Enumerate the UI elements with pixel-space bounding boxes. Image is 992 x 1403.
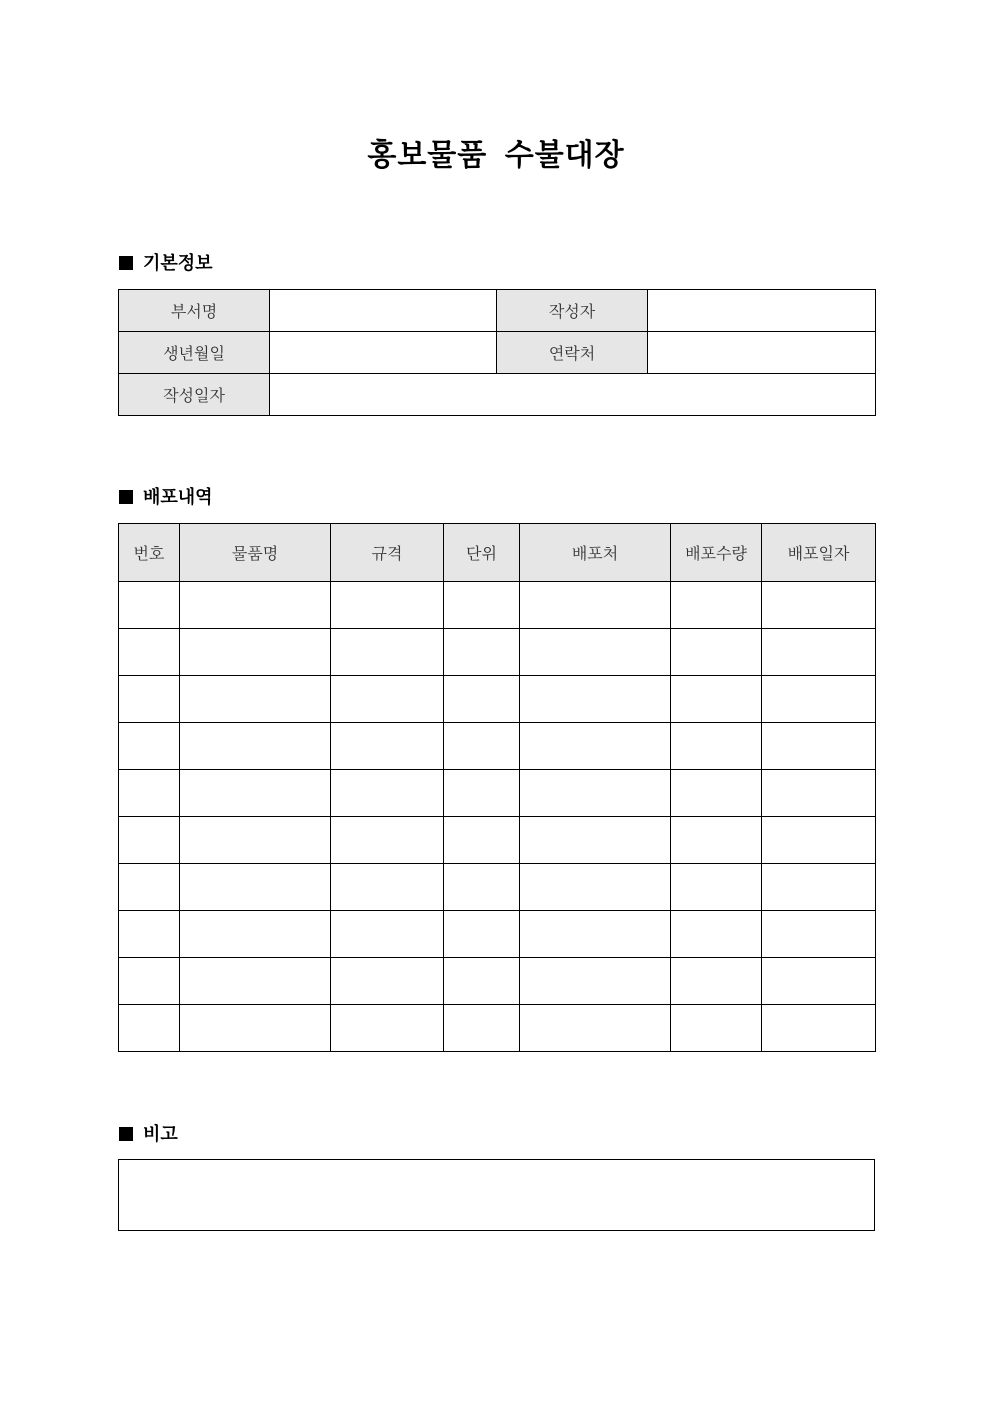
distribution-heading (119, 485, 213, 511)
cell-date[interactable] (762, 911, 876, 958)
cell-number[interactable] (119, 582, 180, 629)
cell-date[interactable] (762, 958, 876, 1005)
table-row (119, 676, 876, 723)
table-row (119, 864, 876, 911)
basic-info-heading-label: 기본정보 (143, 253, 213, 274)
cell-unit[interactable] (444, 629, 520, 676)
basic-info-table (118, 289, 876, 416)
table-row (119, 1005, 876, 1052)
cell-recipient[interactable] (520, 723, 671, 770)
cell-quantity[interactable] (671, 911, 762, 958)
cell-number[interactable] (119, 723, 180, 770)
cell-item-name[interactable] (180, 864, 331, 911)
table-row (119, 911, 876, 958)
cell-date[interactable] (762, 676, 876, 723)
cell-number[interactable] (119, 958, 180, 1005)
cell-date[interactable] (762, 629, 876, 676)
contact-label: 연락처 (497, 332, 648, 374)
cell-recipient[interactable] (520, 817, 671, 864)
cell-item-name[interactable] (180, 676, 331, 723)
cell-spec[interactable] (331, 864, 444, 911)
column-header-unit: 단위 (444, 524, 520, 582)
written-date-label: 작성일자 (119, 374, 270, 416)
cell-spec[interactable] (331, 911, 444, 958)
cell-quantity[interactable] (671, 723, 762, 770)
cell-recipient[interactable] (520, 958, 671, 1005)
cell-spec[interactable] (331, 1005, 444, 1052)
cell-recipient[interactable] (520, 911, 671, 958)
cell-spec[interactable] (331, 676, 444, 723)
cell-item-name[interactable] (180, 629, 331, 676)
table-row (119, 958, 876, 1005)
square-bullet-icon (119, 1127, 133, 1141)
basic-info-row (119, 374, 876, 416)
cell-item-name[interactable] (180, 582, 331, 629)
cell-recipient[interactable] (520, 582, 671, 629)
cell-number[interactable] (119, 629, 180, 676)
cell-date[interactable] (762, 1005, 876, 1052)
cell-spec[interactable] (331, 629, 444, 676)
cell-recipient[interactable] (520, 1005, 671, 1052)
table-row (119, 770, 876, 817)
basic-info-heading (119, 251, 213, 277)
cell-date[interactable] (762, 817, 876, 864)
distribution-table (118, 523, 876, 1052)
distribution-table-body (119, 582, 876, 1052)
cell-quantity[interactable] (671, 676, 762, 723)
cell-recipient[interactable] (520, 629, 671, 676)
written-date-field[interactable] (270, 374, 876, 416)
cell-date[interactable] (762, 770, 876, 817)
square-bullet-icon (119, 256, 133, 270)
department-field[interactable] (270, 290, 497, 332)
cell-date[interactable] (762, 582, 876, 629)
cell-unit[interactable] (444, 1005, 520, 1052)
cell-spec[interactable] (331, 770, 444, 817)
basic-info-row (119, 332, 876, 374)
table-row (119, 817, 876, 864)
cell-unit[interactable] (444, 911, 520, 958)
distribution-header-row (119, 524, 876, 582)
column-header-date: 배포일자 (762, 524, 876, 582)
cell-unit[interactable] (444, 770, 520, 817)
remarks-field[interactable] (118, 1159, 875, 1231)
cell-recipient[interactable] (520, 676, 671, 723)
cell-number[interactable] (119, 864, 180, 911)
cell-quantity[interactable] (671, 1005, 762, 1052)
table-row (119, 629, 876, 676)
author-field[interactable] (648, 290, 876, 332)
cell-date[interactable] (762, 723, 876, 770)
cell-number[interactable] (119, 911, 180, 958)
cell-recipient[interactable] (520, 770, 671, 817)
cell-item-name[interactable] (180, 770, 331, 817)
cell-quantity[interactable] (671, 582, 762, 629)
birth-date-label: 생년월일 (119, 332, 270, 374)
column-header-spec: 규격 (331, 524, 444, 582)
cell-item-name[interactable] (180, 723, 331, 770)
cell-quantity[interactable] (671, 817, 762, 864)
cell-item-name[interactable] (180, 817, 331, 864)
cell-recipient[interactable] (520, 864, 671, 911)
department-label: 부서명 (119, 290, 270, 332)
square-bullet-icon (119, 490, 133, 504)
remarks-heading (119, 1122, 178, 1148)
cell-quantity[interactable] (671, 770, 762, 817)
cell-number[interactable] (119, 676, 180, 723)
column-header-quantity: 배포수량 (671, 524, 762, 582)
cell-unit[interactable] (444, 582, 520, 629)
cell-date[interactable] (762, 864, 876, 911)
cell-quantity[interactable] (671, 864, 762, 911)
cell-spec[interactable] (331, 582, 444, 629)
cell-unit[interactable] (444, 958, 520, 1005)
cell-quantity[interactable] (671, 958, 762, 1005)
cell-unit[interactable] (444, 676, 520, 723)
column-header-item-name: 물품명 (180, 524, 331, 582)
cell-item-name[interactable] (180, 911, 331, 958)
cell-number[interactable] (119, 1005, 180, 1052)
cell-unit[interactable] (444, 723, 520, 770)
birth-date-field[interactable] (270, 332, 497, 374)
author-label: 작성자 (497, 290, 648, 332)
remarks-heading-label: 비고 (143, 1124, 178, 1145)
cell-spec[interactable] (331, 723, 444, 770)
cell-quantity[interactable] (671, 629, 762, 676)
cell-number[interactable] (119, 817, 180, 864)
cell-unit[interactable] (444, 817, 520, 864)
basic-info-row (119, 290, 876, 332)
cell-number[interactable] (119, 770, 180, 817)
distribution-heading-label: 배포내역 (143, 487, 213, 508)
cell-spec[interactable] (331, 817, 444, 864)
page-title: 홍보물품 수불대장 (367, 138, 625, 173)
table-row (119, 723, 876, 770)
cell-spec[interactable] (331, 958, 444, 1005)
column-header-number: 번호 (119, 524, 180, 582)
cell-item-name[interactable] (180, 958, 331, 1005)
cell-unit[interactable] (444, 864, 520, 911)
table-row (119, 582, 876, 629)
cell-item-name[interactable] (180, 1005, 331, 1052)
contact-field[interactable] (648, 332, 876, 374)
column-header-recipient: 배포처 (520, 524, 671, 582)
